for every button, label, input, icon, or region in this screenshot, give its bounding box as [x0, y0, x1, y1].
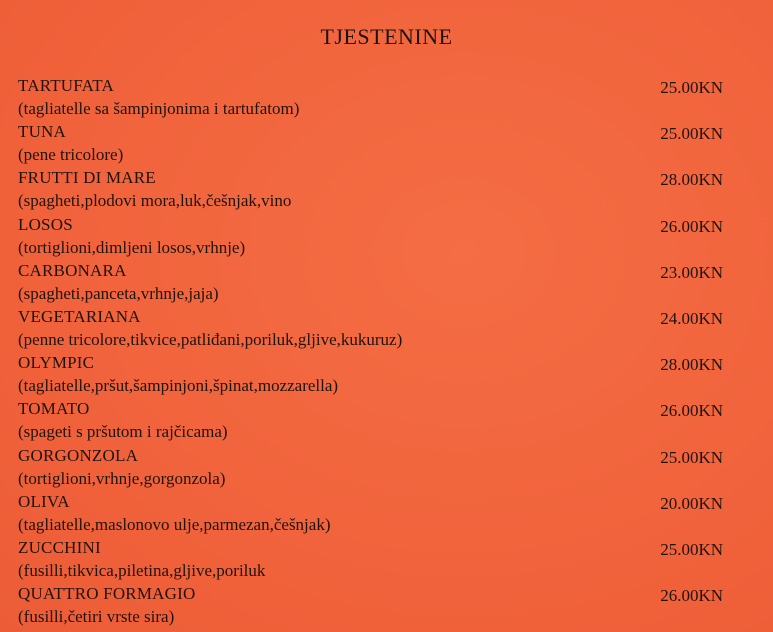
item-price: 28.00KN [660, 170, 723, 190]
item-price: 26.00KN [660, 216, 723, 236]
item-name: TOMATO [18, 399, 90, 419]
item-price: 23.00KN [660, 262, 723, 282]
menu-item [18, 536, 743, 582]
item-name: OLYMPIC [18, 353, 95, 373]
menu-item [18, 351, 743, 397]
item-name: GORGONZOLA [18, 445, 139, 465]
item-name: OLIVA [18, 491, 70, 511]
menu-item [18, 120, 743, 166]
menu-item [18, 213, 743, 259]
item-price: 26.00KN [660, 586, 723, 606]
menu-list [18, 74, 743, 628]
menu-item [18, 397, 743, 443]
item-name: LOSOS [18, 214, 73, 234]
menu-item [18, 582, 743, 628]
item-description: (pene tricolore) [18, 145, 124, 165]
item-name: ZUCCHINI [18, 537, 101, 557]
menu-item [18, 74, 743, 120]
item-price: 24.00KN [660, 308, 723, 328]
item-description: (spageti s pršutom i rajčicama) [18, 422, 228, 442]
menu-item [18, 490, 743, 536]
menu-item [18, 444, 743, 490]
item-price: 25.00KN [660, 539, 723, 559]
item-price: 20.00KN [660, 493, 723, 513]
item-description: (spagheti,plodovi mora,luk,češnjak,vino [18, 191, 292, 211]
menu-title: TJESTENINE [320, 24, 453, 49]
item-name: VEGETARIANA [18, 306, 141, 326]
item-name: FRUTTI DI MARE [18, 168, 156, 188]
item-description: (tagliatelle,maslonovo ulje,parmezan,češnjak) [18, 514, 331, 534]
menu-item [18, 166, 743, 212]
item-description: (fusilli,tikvica,piletina,gljive,poriluk [18, 560, 266, 580]
item-description: (fusilli,četiri vrste sira) [18, 607, 175, 627]
item-name: QUATTRO FORMAGIO [18, 584, 196, 604]
item-name: CARBONARA [18, 260, 127, 280]
item-price: 28.00KN [660, 355, 723, 375]
item-name: TARTUFATA [18, 76, 114, 95]
menu-item [18, 259, 743, 305]
item-description: (tagliatelle sa šampinjonima i tartufatom) [18, 99, 300, 118]
item-price: 25.00KN [660, 124, 723, 144]
item-name: TUNA [18, 122, 67, 142]
item-description: (tortiglioni,vrhnje,gorgonzola) [18, 468, 226, 488]
menu-item [18, 305, 743, 351]
item-description: (penne tricolore,tikvice,patliđani,poriluk,gljive,kukuruz) [18, 329, 403, 349]
item-price: 25.00KN [660, 447, 723, 467]
item-description: (tortiglioni,dimljeni losos,vrhnje) [18, 237, 246, 257]
item-description: (tagliatelle,pršut,šampinjoni,špinat,mozzarella) [18, 376, 339, 396]
item-price: 26.00KN [660, 401, 723, 421]
item-description: (spagheti,panceta,vrhnje,jaja) [18, 283, 219, 303]
item-price: 25.00KN [660, 78, 723, 97]
